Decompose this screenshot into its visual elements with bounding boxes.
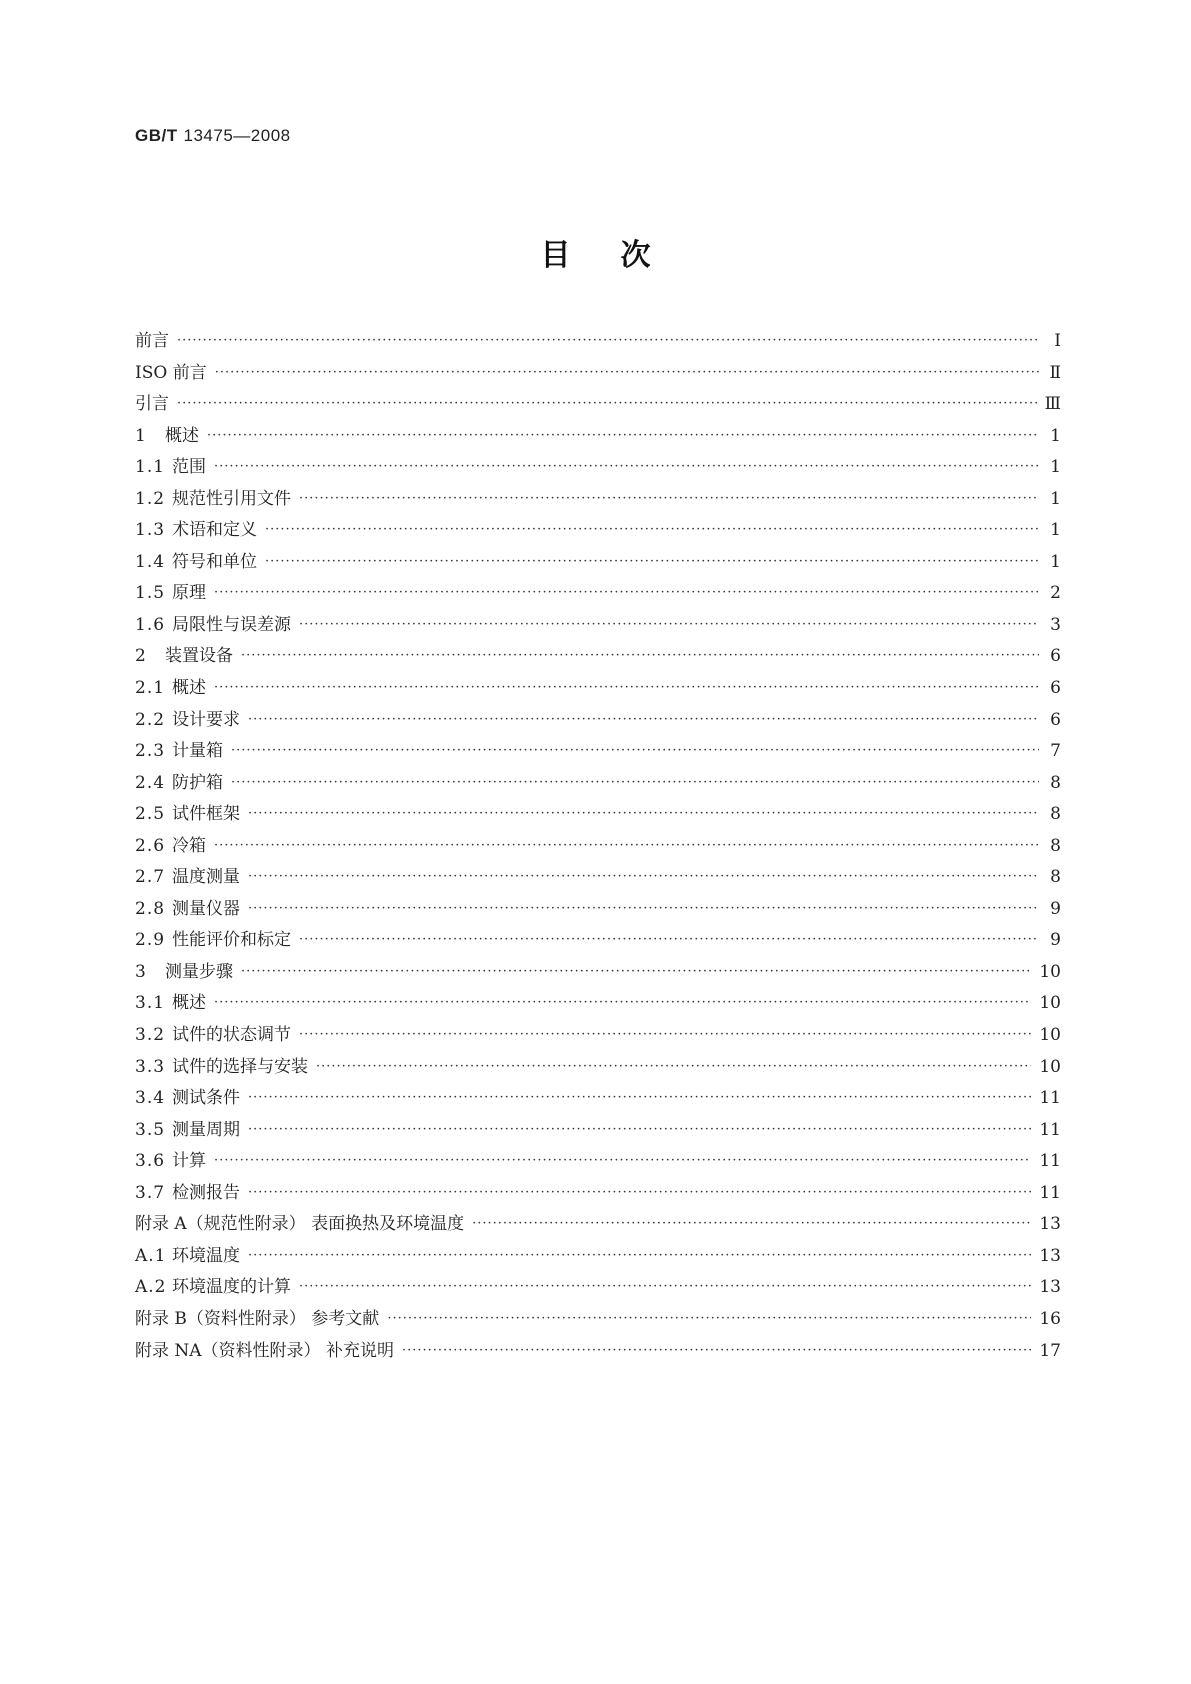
toc-entry-label: [135, 925, 299, 957]
toc-entry[interactable]: [135, 768, 1061, 800]
toc-entry-number: 3.3: [135, 1056, 166, 1077]
toc-entry-page: 13: [1039, 1245, 1061, 1266]
toc-entry-page: 7: [1050, 741, 1061, 762]
toc-entry[interactable]: [135, 1052, 1061, 1084]
toc-entry-label: [135, 862, 248, 894]
toc-entry-title: 附录 B（资料性附录） 参考文献: [135, 1308, 380, 1329]
toc-entry[interactable]: [135, 1115, 1061, 1147]
toc-entry-page: 8: [1050, 835, 1061, 856]
toc-entry-number: 3.7: [135, 1182, 166, 1203]
toc-entry-title: 局限性与误差源: [172, 614, 291, 635]
toc-entry-number: 1.1: [135, 457, 166, 478]
toc-entry-title: 附录 A（规范性附录） 表面换热及环境温度: [135, 1214, 465, 1235]
toc-entry-title: 装置设备: [165, 646, 233, 667]
dot-leader: [265, 546, 1039, 578]
toc-entry-label: [135, 1336, 402, 1368]
dot-leader: [248, 1114, 1031, 1146]
toc-entry-number: 3.2: [135, 1025, 166, 1046]
toc-entry-label: [135, 768, 231, 800]
toc-entry-page: Ⅱ: [1049, 362, 1061, 383]
toc-entry[interactable]: [135, 641, 1061, 673]
toc-entry-title: 术语和定义: [172, 520, 257, 541]
toc-entry-label: [135, 641, 241, 673]
dot-leader: [265, 514, 1039, 546]
toc-entry-title: 范围: [172, 457, 206, 478]
dot-leader: [215, 357, 1039, 389]
toc-entry-label: [135, 673, 214, 705]
dot-leader: [207, 420, 1039, 452]
toc-entry[interactable]: [135, 547, 1061, 579]
dot-leader: [248, 798, 1039, 830]
toc-entry[interactable]: [135, 421, 1061, 453]
dot-leader: [231, 767, 1039, 799]
toc-entry-page: 6: [1050, 678, 1061, 699]
toc-entry-page: Ⅰ: [1054, 331, 1061, 351]
dot-leader: [299, 1019, 1031, 1051]
toc-entry-page: 8: [1050, 804, 1061, 825]
toc-entry-page: 8: [1050, 867, 1061, 888]
toc-entry-label: [135, 1272, 299, 1304]
standard-code: GB/T: [135, 126, 178, 145]
toc-entry[interactable]: [135, 1146, 1061, 1178]
toc-entry-label: [135, 1115, 248, 1147]
toc-entry[interactable]: [135, 326, 1061, 358]
toc-entry-label: [135, 1020, 299, 1052]
toc-entry-number: 2.1: [135, 678, 166, 699]
toc-entry-page: 9: [1050, 930, 1061, 951]
toc-entry-number: 2.2: [135, 709, 166, 730]
toc-entry-label: [135, 452, 214, 484]
toc-entry[interactable]: [135, 1241, 1061, 1273]
toc-entry-number: 3.4: [135, 1088, 166, 1109]
toc-entry-title: 概述: [172, 993, 206, 1014]
dot-leader: [248, 861, 1039, 893]
standard-number: 13475—2008: [183, 126, 291, 145]
dot-leader: [241, 956, 1031, 988]
toc-entry-page: 10: [1039, 961, 1061, 982]
toc-entry[interactable]: [135, 957, 1061, 989]
toc-entry-title: 规范性引用文件: [172, 488, 291, 509]
toc-entry-title: 性能评价和标定: [172, 930, 291, 951]
toc-entry-number: A.2: [135, 1277, 167, 1298]
toc-entry-title: 测试条件: [172, 1088, 240, 1109]
toc-entry-label: [135, 1241, 248, 1273]
toc-entry-title: 测量步骤: [165, 961, 233, 982]
toc-entry-label: [135, 515, 265, 547]
dot-leader: [214, 672, 1039, 704]
dot-leader: [248, 1240, 1031, 1272]
toc-entry-title: 计算: [172, 1151, 206, 1172]
dot-leader: [214, 1145, 1031, 1177]
dot-leader: [214, 987, 1031, 1019]
toc-entry-label: [135, 1178, 248, 1210]
toc-entry-title: 计量箱: [172, 741, 223, 762]
toc-entry-page: 1: [1050, 488, 1061, 509]
toc-entry-page: Ⅲ: [1044, 394, 1061, 415]
toc-entry-page: 10: [1039, 1056, 1061, 1077]
toc-entry-number: 3.1: [135, 993, 166, 1014]
toc-entry-label: [135, 610, 299, 642]
toc-entry-title: 原理: [172, 583, 206, 604]
toc-entry-number: 2.8: [135, 898, 166, 919]
toc-entry[interactable]: [135, 1083, 1061, 1115]
dot-leader: [214, 451, 1039, 483]
toc-entry-title: 冷箱: [172, 835, 206, 856]
toc-entry-title: 试件的状态调节: [172, 1025, 291, 1046]
toc-entry[interactable]: [135, 799, 1061, 831]
toc-entry-number: 2.5: [135, 804, 166, 825]
toc-entry[interactable]: [135, 705, 1061, 737]
dot-leader: [231, 735, 1039, 767]
dot-leader: [241, 640, 1039, 672]
toc-entry[interactable]: [135, 358, 1061, 390]
toc-entry-label: [135, 326, 177, 358]
toc-entry-label: [135, 547, 265, 579]
toc-entry-page: 3: [1050, 614, 1061, 635]
toc-entry-number: 1.4: [135, 551, 166, 572]
toc-entry-title: 前言: [135, 331, 169, 351]
dot-leader: [248, 704, 1039, 736]
toc-entry[interactable]: [135, 389, 1061, 421]
toc-entry-number: A.1: [135, 1245, 167, 1266]
toc-entry-label: [135, 831, 214, 863]
toc-entry-title: 温度测量: [172, 867, 240, 888]
toc-entry-label: [135, 421, 207, 453]
toc-entry-page: 11: [1039, 1119, 1061, 1140]
toc-title: 目次: [540, 238, 701, 273]
toc-entry-page: 11: [1039, 1151, 1061, 1172]
dot-leader: [248, 893, 1039, 925]
toc-entry-number: 2.9: [135, 930, 166, 951]
toc-entry-page: 11: [1039, 1182, 1061, 1203]
dot-leader: [214, 830, 1039, 862]
dot-leader: [299, 483, 1039, 515]
toc-entry-page: 1: [1050, 520, 1061, 541]
toc-entry-label: [135, 358, 215, 390]
toc-entry-label: [135, 578, 214, 610]
toc-entry-page: 6: [1050, 646, 1061, 667]
toc-entry-label: [135, 957, 241, 989]
toc-entry-label: [135, 988, 214, 1020]
toc-entry[interactable]: [135, 1178, 1061, 1210]
standard-header: [135, 126, 291, 146]
toc-entry-page: 16: [1039, 1308, 1061, 1329]
toc-entry-number: 1.6: [135, 614, 166, 635]
dot-leader: [316, 1051, 1031, 1083]
toc-entry-label: [135, 1146, 214, 1178]
toc-entry[interactable]: [135, 862, 1061, 894]
toc-entry[interactable]: [135, 1209, 1061, 1241]
dot-leader: [177, 325, 1039, 357]
toc-entry-title: 符号和单位: [172, 551, 257, 572]
toc-entry-page: 10: [1039, 1025, 1061, 1046]
toc-entry-number: 1.3: [135, 520, 166, 541]
toc-entry-number: 1: [135, 425, 147, 446]
toc-entry-label: [135, 1052, 316, 1084]
toc-entry-title: 测量周期: [172, 1119, 240, 1140]
toc-entry[interactable]: [135, 925, 1061, 957]
toc-entry[interactable]: [135, 452, 1061, 484]
toc-entry-title: 环境温度的计算: [172, 1277, 291, 1298]
toc-entry-title: 设计要求: [172, 709, 240, 730]
toc-entry-page: 1: [1050, 551, 1061, 572]
toc-entry[interactable]: [135, 610, 1061, 642]
toc-entry-label: [135, 1209, 472, 1241]
toc-entry-title: 附录 NA（资料性附录） 补充说明: [135, 1340, 394, 1361]
toc-entry-label: [135, 389, 177, 421]
toc-entry-number: 2.3: [135, 741, 166, 762]
toc-entry[interactable]: [135, 831, 1061, 863]
dot-leader: [402, 1335, 1031, 1367]
toc-entry-page: 9: [1050, 898, 1061, 919]
toc-entry[interactable]: [135, 1272, 1061, 1304]
toc-entry-page: 2: [1050, 583, 1061, 604]
toc-entry-title: 测量仪器: [172, 898, 240, 919]
toc-entry-page: 8: [1050, 772, 1061, 793]
dot-leader: [299, 609, 1039, 641]
toc-entry-number: 1.2: [135, 488, 166, 509]
toc-entry-number: 3.5: [135, 1119, 166, 1140]
dot-leader: [248, 1177, 1031, 1209]
toc-entry-page: 13: [1039, 1214, 1061, 1235]
toc-entry-title: 检测报告: [172, 1182, 240, 1203]
toc-entry-number: 2.7: [135, 867, 166, 888]
toc-entry[interactable]: [135, 1020, 1061, 1052]
toc-entry[interactable]: [135, 1304, 1061, 1336]
toc-entry-label: [135, 1083, 248, 1115]
toc-entry-page: 10: [1039, 993, 1061, 1014]
toc-entry-title: 防护箱: [172, 772, 223, 793]
toc-entry-page: 6: [1050, 709, 1061, 730]
toc-entry-title: ISO 前言: [135, 362, 207, 383]
toc-entry-title: 试件的选择与安装: [172, 1056, 308, 1077]
toc-entry-title: 环境温度: [172, 1245, 240, 1266]
toc-entry-page: 13: [1039, 1277, 1061, 1298]
toc-entry[interactable]: [135, 515, 1061, 547]
toc-entry-page: 17: [1039, 1340, 1061, 1361]
toc-entry-number: 2: [135, 646, 147, 667]
toc-entry-title: 引言: [135, 394, 169, 415]
toc-entry-number: 3: [135, 961, 147, 982]
toc-entry[interactable]: [135, 578, 1061, 610]
toc-entry-label: [135, 1304, 387, 1336]
dot-leader: [214, 577, 1039, 609]
toc-entry-title: 试件框架: [172, 804, 240, 825]
dot-leader: [248, 1082, 1031, 1114]
toc-entry-label: [135, 705, 248, 737]
toc-entry-label: [135, 736, 231, 768]
toc-entry-label: [135, 799, 248, 831]
dot-leader: [299, 924, 1039, 956]
table-of-contents: [135, 326, 1061, 1367]
dot-leader: [299, 1271, 1031, 1303]
toc-entry-number: 2.4: [135, 772, 166, 793]
toc-entry-page: 1: [1050, 457, 1061, 478]
toc-entry[interactable]: [135, 1336, 1061, 1368]
toc-entry-page: 1: [1050, 425, 1061, 446]
toc-entry-label: [135, 484, 299, 516]
toc-entry-number: 1.5: [135, 583, 166, 604]
toc-entry-number: 3.6: [135, 1151, 166, 1172]
dot-leader: [472, 1208, 1031, 1240]
toc-entry-label: [135, 894, 248, 926]
toc-entry[interactable]: [135, 673, 1061, 705]
toc-entry-title: 概述: [165, 425, 199, 446]
toc-entry[interactable]: [135, 988, 1061, 1020]
toc-entry-number: 2.6: [135, 835, 166, 856]
dot-leader: [387, 1303, 1031, 1335]
toc-entry-page: 11: [1039, 1088, 1061, 1109]
dot-leader: [177, 388, 1037, 420]
toc-entry[interactable]: [135, 736, 1061, 768]
toc-entry[interactable]: [135, 894, 1061, 926]
toc-entry[interactable]: [135, 484, 1061, 516]
toc-entry-title: 概述: [172, 678, 206, 699]
